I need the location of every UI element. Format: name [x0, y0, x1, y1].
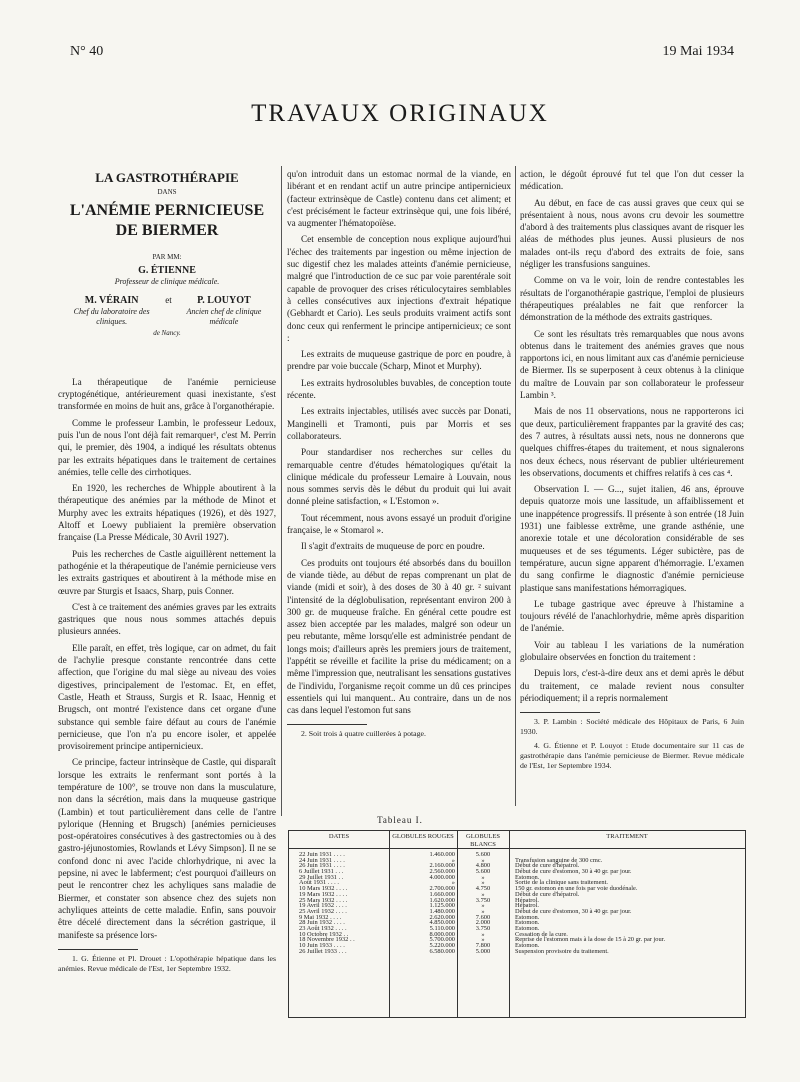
column-rule-1 [281, 166, 282, 816]
issue-number: N° 40 [70, 44, 104, 59]
cell-red: 2.700.000 [429, 885, 455, 893]
and-word: et [165, 295, 172, 306]
footnote-rule [287, 724, 367, 725]
paragraph: Cet ensemble de conception nous explique aujourd'hui l'échec des traitements par ingestion ou même injection de suc digestif chez les malades atteints d'anémie pernicieuse, malgré que l'introduction de ce suc par voie parentérale soit capable de provoquer des crises réticulocytaires semblables à celles consécutives aux injections d'extrait hépatique (Gebhardt et Cario). Les seuls produits vraiment actifs sont donc ceux qui renferment le principe antipernicieux; ce sont : [287, 234, 511, 343]
paragraph: Tout récemment, nous avons essayé un produit d'origine française, le « Stomarol ». [287, 512, 511, 536]
paragraph: C'est à ce traitement des anémies graves par les extraits gastriques que nous nous sommes attachés depuis plusieurs années. [58, 601, 276, 637]
table-header-red: GLOBULES ROUGES [389, 831, 457, 849]
cell-red: 2.160.000 [429, 862, 455, 870]
cell-red: 1.460.000 [429, 851, 455, 858]
cell-date: 18 Novembre 1932 . . [299, 936, 355, 944]
cell-date: 22 Juin 1931 . . . . [299, 851, 345, 858]
cell-treatment: Sortie de la clinique sans traitement. [515, 879, 608, 887]
paragraph: Ces produits ont toujours été absorbés dans du bouillon de viande tiède, au début de repas comprenant un plat de viande (midi et soir), à des doses de 30 à 40 gr. ² suivant l'intensité de la déglobulisation, représentant environ 200 à 300 gr. de muqueuse fraîche. En général cette poudre est assez bien acceptée par les malades, malgré son odeur un peu rebutante, même lorsqu'elle est administrée pendant de longs mois; d'ailleurs après les premiers jours de traitement, l'appétit se réveille et facilite la prise du médicament; on a même l'impression que, neutralisant les sensations gustatives de l'individu, l'organisme reçoit comme un dû ces principes essentiels qui lui manquent.. Au contraire, dans un de nos cas dans lequel l'estomon fut sans [287, 557, 511, 716]
column-2 [287, 168, 511, 743]
cell-white: » [481, 879, 485, 887]
paragraph: Au début, en face de cas aussi graves que ceux qui se présentaient à nous, nous avons cru devoir les soumettre d'abord à des traitements plus classiques avant de risquer les aléas de méthodes plus jeunes. Aussi plusieurs de nos malades ont-ils reçu d'abord des extraits de foie, sans négliger les transfusions sanguines. [520, 197, 744, 270]
paragraph: Les extraits hydrosolubles buvables, de conception toute récente. [287, 377, 511, 401]
cell-white: 3.750 [475, 896, 491, 904]
table-row [289, 949, 745, 955]
cell-date: 25 Mars 1932 . . . . [299, 896, 348, 904]
table-header-white: GLOBULES BLANCS [457, 831, 509, 849]
cell-date: 6 Juillet 1931 . . . [299, 868, 344, 876]
cell-date: 10 Juin 1933 . . . . [299, 942, 345, 949]
column-1 [58, 168, 276, 978]
footnote-3: 3. P. Lambin : Société médicale des Hôpitaux de Paris, 6 Juin 1930. [520, 717, 744, 737]
author-verain-affiliation: Chef du laboratoire des cliniques. [73, 307, 150, 327]
cell-white: » [481, 936, 485, 944]
paragraph: Les extraits injectables, utilisés avec succès par Donati, Manginelli et Tramonti, puis par Morris et ses collaborateurs. [287, 406, 511, 441]
cell-white: » [481, 856, 485, 864]
cell-treatment: Estomon. [515, 942, 540, 949]
cell-red: 6.580.000 [429, 947, 455, 955]
issue-date: 19 Mai 1934 [662, 44, 734, 59]
cell-red: 2.620.000 [429, 913, 455, 921]
cell-treatment: Estomon. [515, 873, 540, 881]
cell-white: 5.600 [475, 868, 491, 876]
cell-white: » [481, 907, 485, 915]
paragraph: Depuis lors, c'est-à-dire deux ans et demi après le début du traitement, ce malade revient nous consulter périodiquement; il a repris normalement [520, 668, 744, 703]
cell-date: 29 Juillet 1931 . . [299, 873, 344, 881]
cell-treatment: Début de cure d'estomon, 30 à 40 gr. par jour. [515, 907, 632, 915]
cell-date: 9 Mai 1932 . . . . [299, 913, 342, 921]
paragraph: Le tubage gastrique avec épreuve à l'histamine a toujours révélé de l'anachlorhydrie, même après disparition de l'anémie. [520, 598, 744, 634]
author-louyot: P. LOUYOT [197, 295, 251, 307]
cell-date: Août 1931 . . . . [299, 879, 339, 887]
title-line-3: L'ANÉMIE PERNICIEUSE [69, 201, 265, 219]
table-body [289, 852, 745, 954]
title-line-2: DANS [157, 188, 177, 197]
paragraph: Comme on va le voir, loin de rendre contestables les résultats de l'organothérapie gastrique, l'emploi de plusieurs thérapeutiques préalables ne fait que renforcer la démonstration de la méthode des extraits gastriques. [520, 275, 744, 323]
cell-white: » [481, 873, 485, 881]
paragraph: Voir au tableau I les variations de la numération globulaire observées en fonction du traitement : [520, 639, 744, 662]
cell-white: 5.000 [475, 947, 491, 955]
footnote-rule [520, 712, 600, 713]
paragraph: Mais de nos 11 observations, nous ne rapporterons ici que deux, particulièrement frappantes par la gravité des cas; des 7 autres, à résultats aussi nets, nous ne donnerons que quelques chiffres-étapes du traitement, et nous signalerons nos deux échecs, nous réservant de publier ultérieurement les observations, documents et chiffres relatifs à ces cas ⁴. [520, 406, 744, 478]
article-title [58, 172, 276, 340]
paragraph: Il s'agit d'extraits de muqueuse de porc en poudre. [301, 541, 485, 552]
cell-white: » [481, 902, 485, 910]
section-title: TRAVAUX ORIGINAUX [251, 100, 549, 127]
author-etienne: G. ÉTIENNE [138, 264, 196, 276]
paragraph: action, le dégoût éprouvé fut tel que l'on dut cesser la médication. [520, 169, 744, 192]
cell-red: 4.850.000 [429, 919, 455, 927]
cell-red: » [451, 879, 455, 887]
cell-treatment: Hépatrol. [515, 902, 539, 910]
cell-red: 1.620.000 [429, 896, 455, 904]
paragraph: Puis les recherches de Castle aiguillèrent nettement la pathogénie et la thérapeutique de l'anémie pernicieuse vers les extraits gastriques et aboutirent à la méthode mise en œuvre par Sturgis et Isaacs, Sharp, puis Conner. [58, 548, 276, 596]
cell-date: 24 Juin 1931 . . . . [299, 856, 345, 864]
paragraph: Les extraits de muqueuse gastrique de porc en poudre, à prendre par voie buccale (Scharp, Minot et Murphy). [287, 349, 511, 372]
cell-date: 26 Juin 1931 . . . . [299, 862, 345, 870]
cell-treatment: Cessation de la cure. [515, 930, 568, 938]
cell-treatment: Transfusion sanguine de 300 cmc. [515, 856, 603, 864]
cell-treatment: Début de cure d'hépatrol. [515, 890, 580, 898]
cell-treatment: Estomon. [515, 924, 540, 932]
author-place: de Nancy. [153, 329, 181, 338]
cell-date: 23 Août 1932 . . . . [299, 924, 347, 932]
cell-red: 8.000.000 [429, 930, 455, 938]
cell-treatment: Estomon. [515, 913, 540, 921]
cell-treatment: Hépatrol. [515, 896, 539, 904]
cell-red: 5.110.000 [429, 924, 455, 932]
cell-treatment: Suspension provisoire du traitement. [515, 947, 609, 955]
cell-white: 7.600 [475, 913, 491, 921]
cell-date: 19 Mars 1932 . . . . [299, 890, 348, 898]
paragraph: Observation I. — G..., sujet italien, 46 ans, éprouve depuis quatorze mois une lassitude, un affaiblissement et une inappétence progressifs. Il présente à son entrée (18 Juin 1931) une faiblesse extrême, une grande asthénie, une anorexie totale et une décoloration considérable de ses muqueuses et de ses téguments. Léger subictère, pas de température, aucun signe apparent d'hémorragie. L'examen du sang confirme le diagnostic d'anémie pernicieuse plastique sans manifestations hémorragiques. [520, 484, 744, 593]
cell-treatment: Début de cure d'estomon, 30 à 40 gr. par jour. [515, 868, 632, 876]
paragraph: En 1920, les recherches de Whipple aboutirent à la thérapeutique des anémies par la méthode de Minot et Murphy avec les extraits hépatiques (1926), et dès 1927, Altoff et Loewy publiaient la première observation française (La Presse Médicale, 30 Avril 1927). [58, 483, 276, 543]
cell-red: » [451, 856, 455, 864]
cell-treatment: 150 gr. estomon en une fois par voie duodénale. [515, 885, 638, 893]
paragraph: Ce principe, facteur intrinsèque de Castle, qui disparaît lorsque les extraits le renfermant sont portés à la température de 100°, se trouve non dans la musculature, non dans la sécrétion, mais dans la muqueuse gastrique (Lambin) et tout particulièrement dans celle de l'antre pylorique (Henning et Brugsch) [anémies pernicieuses post-opératoires consécutives à des gastrectomies ou à des gastro-jéjunostomies, Rowlands et Lévy Simpson]. Il ne se confond donc ni avec l'acide chlorhydrique, ni avec la pepsine, ni avec le labferment; c'est pourquoi d'ailleurs on peut le rencontrer chez les achyliques sans maladie de Biermer, et constater son absence chez des sujets non achyliques atteints de cette maladie. Enfin, sans pouvoir être décelé directement dans la sécrétion gastrique, il manifeste sa présence lors- [58, 757, 276, 940]
cell-white: » [481, 930, 485, 938]
column-3 [520, 168, 744, 775]
paragraph: qu'on introduit dans un estomac normal de la viande, en libérant et en rendant actif un autre principe antipernicieux (facteur extrinsèque de Castle) contenu dans cet aliment; et c'est précisément le facteur extrinsèque qui, une fois libéré, va augmenter l'hématopoïèse. [287, 169, 511, 229]
cell-white: 4.750 [475, 885, 491, 893]
table-title: Tableau I. [377, 815, 423, 825]
cell-white: 4.800 [475, 862, 491, 870]
table-header-treatment: TRAITEMENT [509, 831, 745, 849]
cell-red: 1.480.000 [429, 907, 455, 915]
cell-red: 1.660.000 [429, 890, 455, 898]
cell-red: 4.000.000 [429, 873, 455, 881]
table-header-dates: DATES [289, 831, 389, 849]
cell-treatment: Estomon. [515, 919, 540, 927]
footnote-1: 1. G. Étienne et Pl. Drouet : L'opothérapie hépatique dans les anémies. Revue médicale de l'Est, 1er Septembre 1932. [58, 953, 276, 973]
cell-red: 5.700.000 [429, 936, 455, 944]
footnote-4: 4. G. Étienne et P. Louyot : Etude documentaire sur 11 cas de gastrothérapie dans l'anémie pernicieuse de Biermer. Revue médicale de l'Est, 1er Septembre 1934. [520, 741, 744, 771]
cell-white: 5.600 [475, 851, 491, 858]
cell-date: 28 Juin 1932 . . . . [299, 919, 345, 927]
paragraph: La thérapeutique de l'anémie pernicieuse cryptogénétique, antérieurement quasi inexistante, s'est transformée en moins de huit ans, grâce à l'organothérapie. [58, 376, 276, 412]
author-verain: M. VÉRAIN [84, 295, 139, 307]
cell-date: 25 Avril 1932 . . . . [299, 907, 347, 915]
cell-red: 2.560.000 [429, 868, 455, 876]
cell-white: 2.000 [475, 919, 491, 927]
column-rule-2 [515, 166, 516, 806]
cell-date: 10 Octobre 1932 . . [299, 930, 349, 938]
paragraph: Comme le professeur Lambin, le professeur Ledoux, puis l'un de nous l'ont déjà fait remarquer¹, c'est M. Perrin qui, le premier, dès 1904, a indiqué les résultats obtenus par les extraits hépatiques dans le traitement de certaines anémies, telle celle des cirrhotiques. [58, 417, 276, 477]
title-line-4: DE BIERMER [115, 221, 219, 239]
footnote-2: 2. Soit trois à quatre cuillerées à potage. [301, 729, 426, 739]
by-label: PAR MM: [152, 252, 182, 261]
cell-date: 19 Avril 1932 . . . . [299, 902, 347, 910]
cell-date: 10 Mars 1932 . . . . [299, 885, 348, 893]
cell-date: 26 Juillet 1933 . . . [299, 947, 347, 955]
paragraph: Ce sont les résultats très remarquables que nous avons obtenus dans le traitement des anémies graves que nous rapportons ici, en nous limitant aux cas d'anémie pernicieuse de Biermer. Ils se superposent à ceux obtenus à la clinique du maître de Louvain par son collaborateur le professeur Lambin ³. [520, 328, 744, 401]
data-table [288, 830, 746, 1018]
cell-red: 5.220.000 [429, 942, 455, 949]
cell-white: 7.800 [475, 942, 491, 949]
footnote-rule [58, 949, 138, 950]
cell-treatment: Début de cure d'hépatrol. [515, 862, 580, 870]
paragraph: Pour standardiser nos recherches sur celles du remarquable centre d'études hématologiques qu'était la clinique médicale du professeur Lemaire à Louvain, nous nous sommes servis dès le début du produit qui lui avait donné pleine satisfaction, « L'Estomon ». [287, 447, 511, 507]
title-line-1: LA GASTROTHÉRAPIE [95, 170, 239, 185]
cell-white: » [481, 890, 485, 898]
cell-red: 1.125.000 [429, 902, 455, 910]
cell-treatment: Reprise de l'estomon mais à la dose de 15 à 20 gr. par jour. [515, 936, 666, 944]
author-louyot-affiliation: Ancien chef de clinique médicale [186, 307, 262, 327]
author-etienne-affiliation: Professeur de clinique médicale. [114, 277, 220, 287]
paragraph: Elle paraît, en effet, très logique, car on admet, du fait de l'achylie presque constante rencontrée dans cette affection, que l'origine du mal siège au niveau des voies digestives, principalement de l'estomac. Et, en effet, Castle, Heath et Strauss, Surgis et R. Isaac, Hennig et Brugsch, ont montré l'existence dans cet organe d'une substance qui semble faire défaut au cours de l'anémie pernicieuse, que l'on n'a pu encore isoler, et appelée provisoirement principe antipernicieux. [58, 642, 276, 752]
cell-white: 3.750 [475, 924, 491, 932]
col1-body [58, 376, 276, 941]
